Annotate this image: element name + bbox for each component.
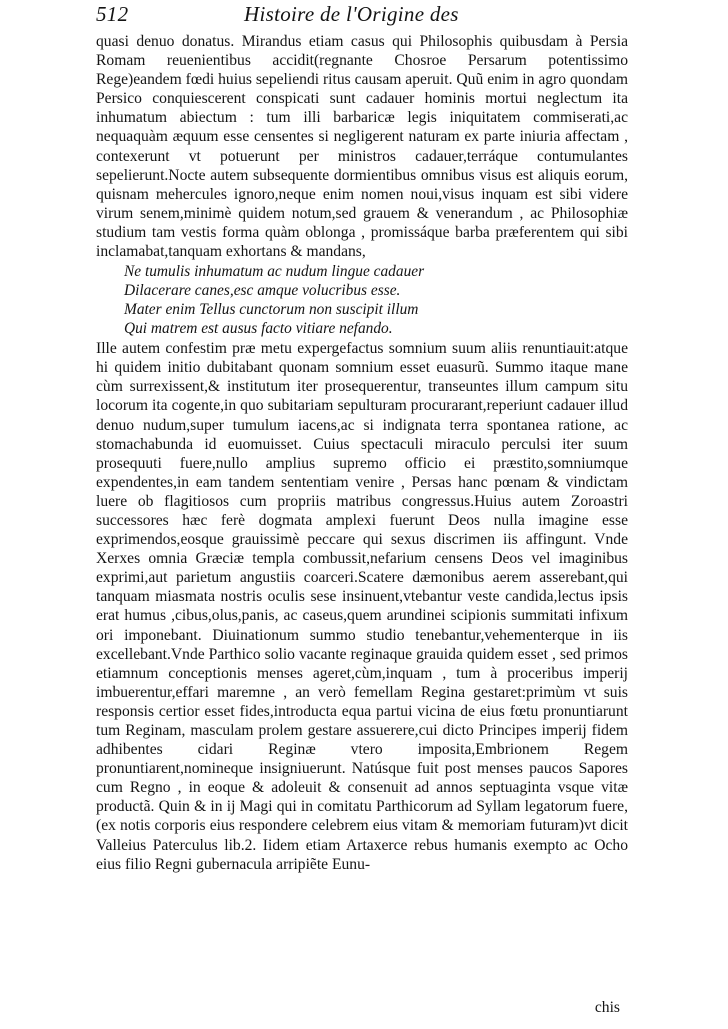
page-number: 512	[96, 2, 129, 26]
verse-line: Dilacerare canes,esc amque volucribus esse.	[124, 282, 401, 300]
page-header	[96, 2, 616, 28]
paragraph: quasi denuo donatus. Mirandus etiam casus qui Philosophis quibusdam à Persia Romam reuenientibus accidit(regnante Chosroe Persarum potentissimo Rege)eandem fœdi huius sepeliendi ritus causam aperuit. Quũ enim in agro quondam Persico conquiescerent conspicati sunt cadauer hominis mortui neglectum ita inhumatum abiectum : tum illi barbaricæ legis iniquitatem commiserati,ac nequaquàm æquum esse censentes si negligerent naturam ex parte iniuria affectam , contexerunt vt potuerunt per ministros cadauer,terráque contumulantes sepelierunt.Nocte autem subsequente dormientibus omnibus visus est aliquis eorum, quisnam mehercules ignoro,neque enim nomen noui,visus inquam est sibi videre virum senem,minimè quidem notum,sed grauem & venerandum , ac Philosophiæ studium tam vestis forma quàm oblonga , promissáque barba præferentem qui sibi inclamabat,tanquam exhortans & mandans,	[96, 33, 628, 261]
verse-line: Ne tumulis inhumatum ac nudum lingue cadauer	[124, 263, 425, 281]
running-head: Histoire de l'Origine des	[244, 2, 459, 26]
verse-line: Qui matrem est ausus facto vitiare nefando.	[124, 320, 393, 338]
verse-block	[124, 262, 628, 338]
text-body	[96, 32, 628, 874]
catchword: chis	[594, 999, 620, 1016]
verse-line: Mater enim Tellus cunctorum non suscipit illum	[124, 301, 419, 319]
paragraph: Ille autem confestim præ metu expergefactus somnium suum aliis renuntiauit:atque hi quidem initio dubitabant quonam somnium esset euasurũ. Summo itaque mane cùm surrexissent,& institutum iter prosequerentur, transeuntes illum campum situ locorum ita cogente,in quo subitariam sepulturam procurarant,reperiunt cadauer illud denuo nudum,super tumulum iacens,ac si indignata terra spontanea ratione, ac stomachabunda id euomuisset. Cuius spectaculi miraculo perculsi iter suum prosequuti fuere,nullo amplius supremo officio ei præstito,somniumque expendentes,in eam tandem sententiam venire , Persas hanc pœnam & vindictam luere ob flagitiosos cum propriis matribus congressus.Huius autem Zoroastri successores hæc ferè dogmata amplexi fuerunt Deos nulla imagine esse exprimendos,eosque grauissimè peccare qui sexus discrimen iis affingunt. Vnde Xerxes omnia Græciæ templa combussit,nefarium censens Deos vel imaginibus exprimi,aut parietum angustiis coarceri.Scatere dæmonibus aerem asserebant,qui tanquam miasmata nostris oculis sese insinuent,vtebantur veste candida,lectus ipsis erat humus ,cibus,olus,panis, ac caseus,quem arundinei scipionis summitati infixum ori imponebant. Diuinationum summo studio tenebantur,vehementerque in iis excellebant.Vnde Parthico solio vacante reginaque grauida quidem esset , sed primos etiamnum conceptionis menses ageret,cùm,inquam , tum à proceribus imperij imbuerentur,effari maremne , an verò femellam Regina gestaret:primùm vt suis responsis certior esset fides,introducta equa partui vicina de eius fœtu pronuntiarunt tum Reginam, masculam prolem gestare assuerere,cui dicto Principes imperij fidem adhibentes cidari Reginæ vtero imposita,Embrionem Regem pronuntiarent,nomineque insigniuerunt. Natúsque fuit post menses paucos Sapores cum Regno , in eoque & adoleuit & consenuit ad annos septuaginta vsque vitæ productã. Quin & in ij Magi qui in comitatu Parthicorum ad Syllam legatorum fuere,(ex notis corporis eius respondere celebrem eius vitam & memoriam futuram)vt dicit Valleius Paterculus lib.2. Iidem etiam Artaxerce rebus humanis exempto ac Ocho eius filio Regni gubernacula arripiẽte Eunu-	[96, 340, 628, 873]
